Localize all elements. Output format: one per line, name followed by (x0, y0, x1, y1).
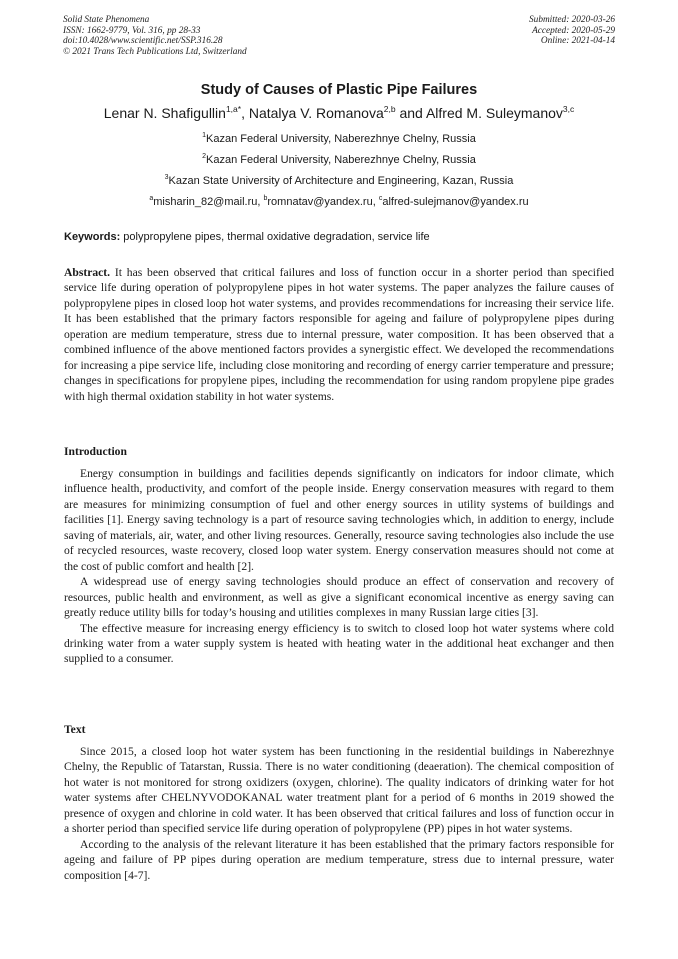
affiliation: $^3$Kazan State University of Architecture and Engineering, Kazan, Russia (164, 174, 514, 187)
author-sep: , (241, 105, 249, 121)
text-section-body (64, 744, 614, 883)
journal-name: Solid State Phenomena (63, 15, 150, 25)
affiliation: $^2$Kazan Federal University, Naberezhnye Chelny, Russia (202, 153, 476, 166)
keywords (64, 230, 616, 244)
abstract (64, 265, 614, 404)
authors-line (0, 105, 678, 122)
date-online: Online: 2021-04-14 (540, 36, 615, 47)
journal-info (63, 15, 247, 57)
paragraph: Energy consumption in buildings and facilities depends significantly on indicators for indoor climate, which influence health, productivity, and comfort of the people inside. Energy conservation measures with regard to them are measures for minimizing consumption of fuel and other energy sources in utility systems of buildings and facilities [1]. Energy saving technology is a part of resource saving technologies which, in addition to energy, include saving of materials, air, water, and other living resources. Generally, resource saving technologies also include the use of recycled resources, waste recovery, closed loop water system. Energy conservation measures should not come at the cost of public comfort and health [2]. (64, 467, 614, 573)
journal-doi: doi:10.4028/www.scientific.net/SSP.316.28 (63, 36, 223, 47)
paragraph: The effective measure for increasing energy efficiency is to switch to closed loop hot water systems where cold drinking water from a water supply system is heated with heating water in the additional heat exchanger and then supplied to a consumer. (64, 621, 614, 666)
keywords-label: Keywords: (64, 231, 121, 243)
author-sup: 1,a* (225, 104, 242, 114)
author-sup: 2,b (383, 104, 396, 114)
paragraph: A widespread use of energy saving technologies should produce an effect of conservation and recovery of resources, public health and environment, as well as give a significant economical incentive as energy saving can greatly reduce utility bills for today’s housing and utilities complexes in many Russian large cities [3]. (64, 575, 614, 620)
affiliation: $^1$Kazan Federal University, Naberezhnye Chelny, Russia (202, 132, 476, 145)
date-accepted: Accepted: 2020-05-29 (532, 25, 615, 36)
abstract-label: Abstract. (64, 266, 111, 279)
paragraph: Since 2015, a closed loop hot water system has been functioning in the residential buildings in Naberezhnye Chelny, the Republic of Tatarstan, Russia. There is no water conditioning (deaeration). The chemical composition of hot water is not monitored for strong oxidizers (oxygen, chlorine). The quality indicators of drinking water for hot water systems after CHELNYVODOKANAL water treatment plant for a period of 6 months in 2019 showed the presence of oxygen and chlorine in cold water. It has been observed that critical failures and loss of function occur in a shorter period than specified service life during operation of polypropylene (PP) pipes in hot water systems. (64, 745, 614, 836)
author-name: Natalya V. Romanova (248, 105, 384, 121)
paragraph: According to the analysis of the relevant literature it has been established that the primary factors responsible for ageing and failure of PP pipes during operation are medium temperature, stress due to internal pressure, water composition [4-7]. (64, 837, 614, 882)
author-sep: and (395, 105, 426, 121)
email-link[interactable]: alfred-sulejmanov@yandex.ru (382, 196, 529, 208)
email-link[interactable]: misharin_82@mail.ru, (153, 196, 264, 208)
abstract-text: It has been observed that critical failures and loss of function occur in a shorter period than specified service life during operation of polypropylene pipes in hot water systems. The paper analyzes the failure causes of polypropylene pipes in closed loop hot water systems, and provides recommendations for increasing their service life. It has been established that the primary factors responsible for ageing and failure of polypropylene pipes during operation are medium temperature, stress due to internal pressure, water composition. It has been observed that a combined influence of the above mentioned factors provides a synergistic effect. We developed the recommendations for increasing a pipe service life, including close monitoring and recording of energy carrier temperature and pressure; changes in specifications for propylene pipes, including the recommendation for using random propylene pipe grades with high thermal oxidation stability in hot water systems. (64, 266, 614, 403)
section-heading-text: Text (64, 723, 86, 736)
author-emails: $^a$misharin_82@mail.ru, $^b$romnatav@yandex.ru, $^c$alfred-sulejmanov@yandex.ru (149, 195, 529, 208)
section-heading-introduction: Introduction (64, 445, 127, 458)
date-submitted: Submitted: 2020-03-26 (529, 15, 615, 25)
paper-title: Study of Causes of Plastic Pipe Failures (200, 82, 478, 98)
author-name: Lenar N. Shafigullin (103, 105, 226, 121)
author-sup: 3,c (562, 104, 575, 114)
email-link[interactable]: romnatav@yandex.ru, (267, 196, 379, 208)
introduction-body (64, 466, 614, 667)
dates-info (529, 15, 615, 47)
journal-copyright: © 2021 Trans Tech Publications Ltd, Switzerland (63, 46, 247, 57)
journal-issn: ISSN: 1662-9779, Vol. 316, pp 28-33 (63, 25, 201, 36)
keywords-text: polypropylene pipes, thermal oxidative degradation, service life (120, 231, 430, 243)
author-name: Alfred M. Suleymanov (425, 105, 563, 121)
